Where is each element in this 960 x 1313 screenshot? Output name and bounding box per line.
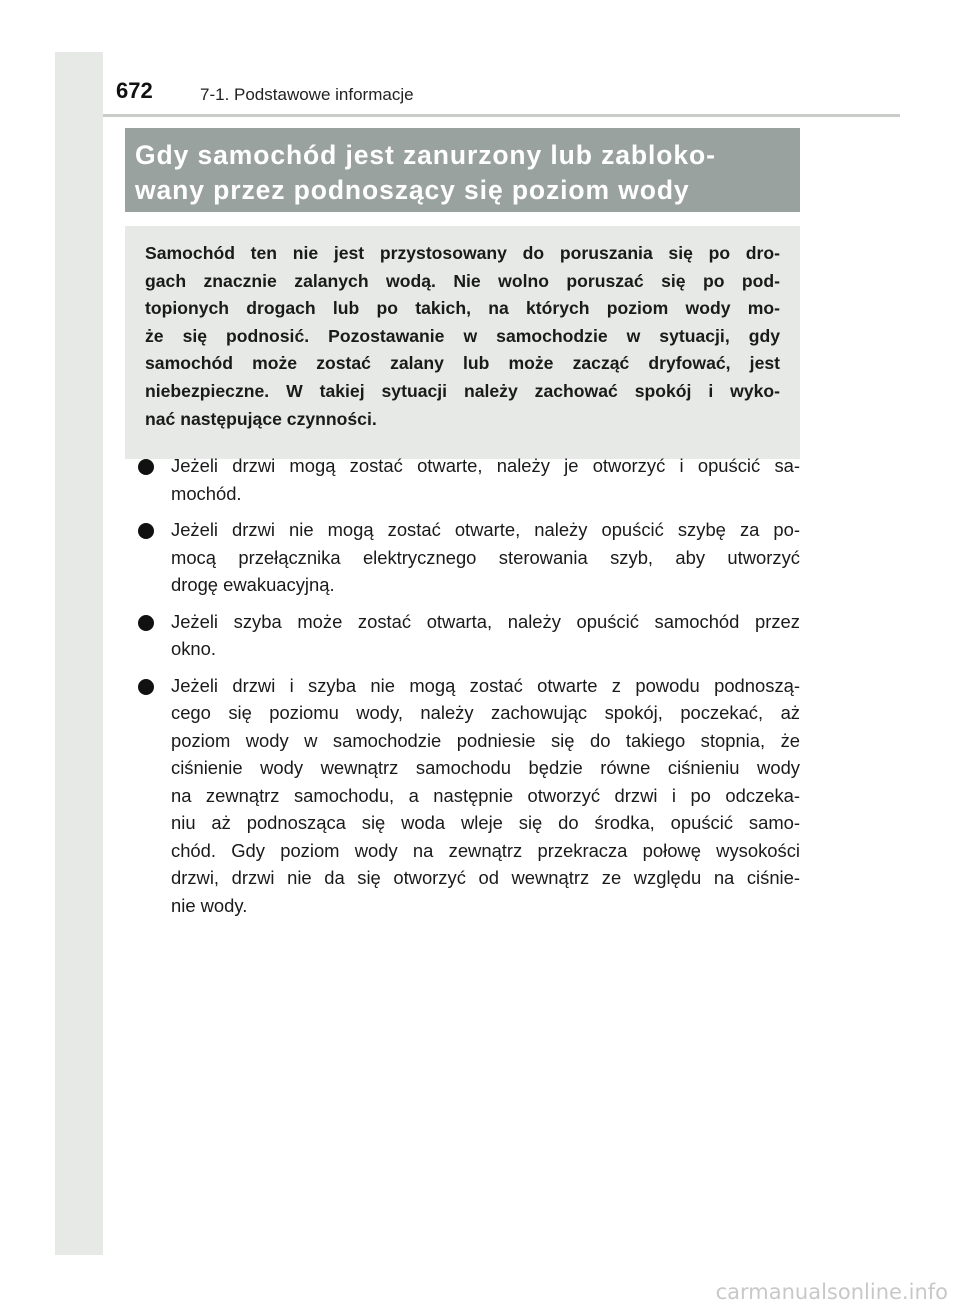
instruction-list <box>130 452 800 928</box>
list-item <box>130 516 800 599</box>
section-title: 7-1. Podstawowe informacje <box>200 85 414 104</box>
heading-line: Gdy samochód jest zanurzony lub zabloko- <box>135 140 716 170</box>
list-item-line: drzwi, drzwi nie da się otworzyć od wewnątrz ze względu na ciśnie- <box>171 867 800 888</box>
bullet-icon <box>138 459 154 475</box>
list-item-line: poziom wody w samochodzie podniesie się do takiego stopnia, że <box>171 729 800 751</box>
intro-line: topionych drogach lub po takich, na których poziom wody mo- <box>145 298 780 319</box>
bullet-icon <box>138 523 154 539</box>
list-item-line: drogę ewakuacyjną. <box>171 574 335 595</box>
list-item-line: Jeżeli szyba może zostać otwarta, należy opuścić samochód przez <box>171 610 800 632</box>
list-item-line: niu aż podnosząca się woda wleje się do środka, opuścić samo- <box>171 812 800 833</box>
list-item-line: mocą przełącznika elektrycznego sterowania szyb, aby utworzyć <box>171 546 800 568</box>
list-item-line: Jeżeli drzwi mogą zostać otwarte, należy je otworzyć i opuścić sa- <box>171 455 800 476</box>
list-item <box>130 608 800 663</box>
list-item-line: Jeżeli drzwi i szyba nie mogą zostać otwarte z powodu podnoszą- <box>171 674 800 696</box>
intro-box <box>125 226 800 459</box>
intro-line: Samochód ten nie jest przystosowany do poruszania się po dro- <box>145 243 780 263</box>
page-number: 672 <box>116 78 153 103</box>
intro-line: że się podnosić. Pozostawanie w samochodzie w sytuacji, gdy <box>145 325 780 346</box>
page-header <box>103 68 900 117</box>
intro-line: gach znacznie zalanych wodą. Nie wolno poruszać się po pod- <box>145 270 780 291</box>
list-item-line: nie wody. <box>171 894 248 916</box>
list-item-line: cego się poziomu wody, należy zachowując spokój, poczekać, aż <box>171 702 800 723</box>
list-item-line: chód. Gdy poziom wody na zewnątrz przekracza połowę wysokości <box>171 839 800 861</box>
bullet-icon <box>138 615 154 631</box>
intro-line: niebezpieczne. W takiej sytuacji należy zachować spokój i wyko- <box>145 380 780 401</box>
list-item-line: na zewnątrz samochodu, a następnie otworzyć drzwi i po odczeka- <box>171 784 800 806</box>
intro-line: samochód może zostać zalany lub może zacząć dryfować, jest <box>145 353 780 374</box>
heading-line: wany przez podnoszący się poziom wody <box>135 175 690 205</box>
list-item-line: ciśnienie wody wewnątrz samochodu będzie równe ciśnieniu wody <box>171 757 800 778</box>
bullet-icon <box>138 679 154 695</box>
list-item <box>130 672 800 920</box>
list-item <box>130 452 800 507</box>
list-item-line: Jeżeli drzwi nie mogą zostać otwarte, należy opuścić szybę za po- <box>171 519 800 540</box>
list-item-line: mochód. <box>171 482 242 504</box>
list-item-line: okno. <box>171 638 216 659</box>
watermark: carmanualsonline.info <box>715 1280 948 1304</box>
section-heading <box>125 128 800 212</box>
intro-line: nać następujące czynności. <box>145 408 377 429</box>
margin-strip <box>55 52 103 1255</box>
